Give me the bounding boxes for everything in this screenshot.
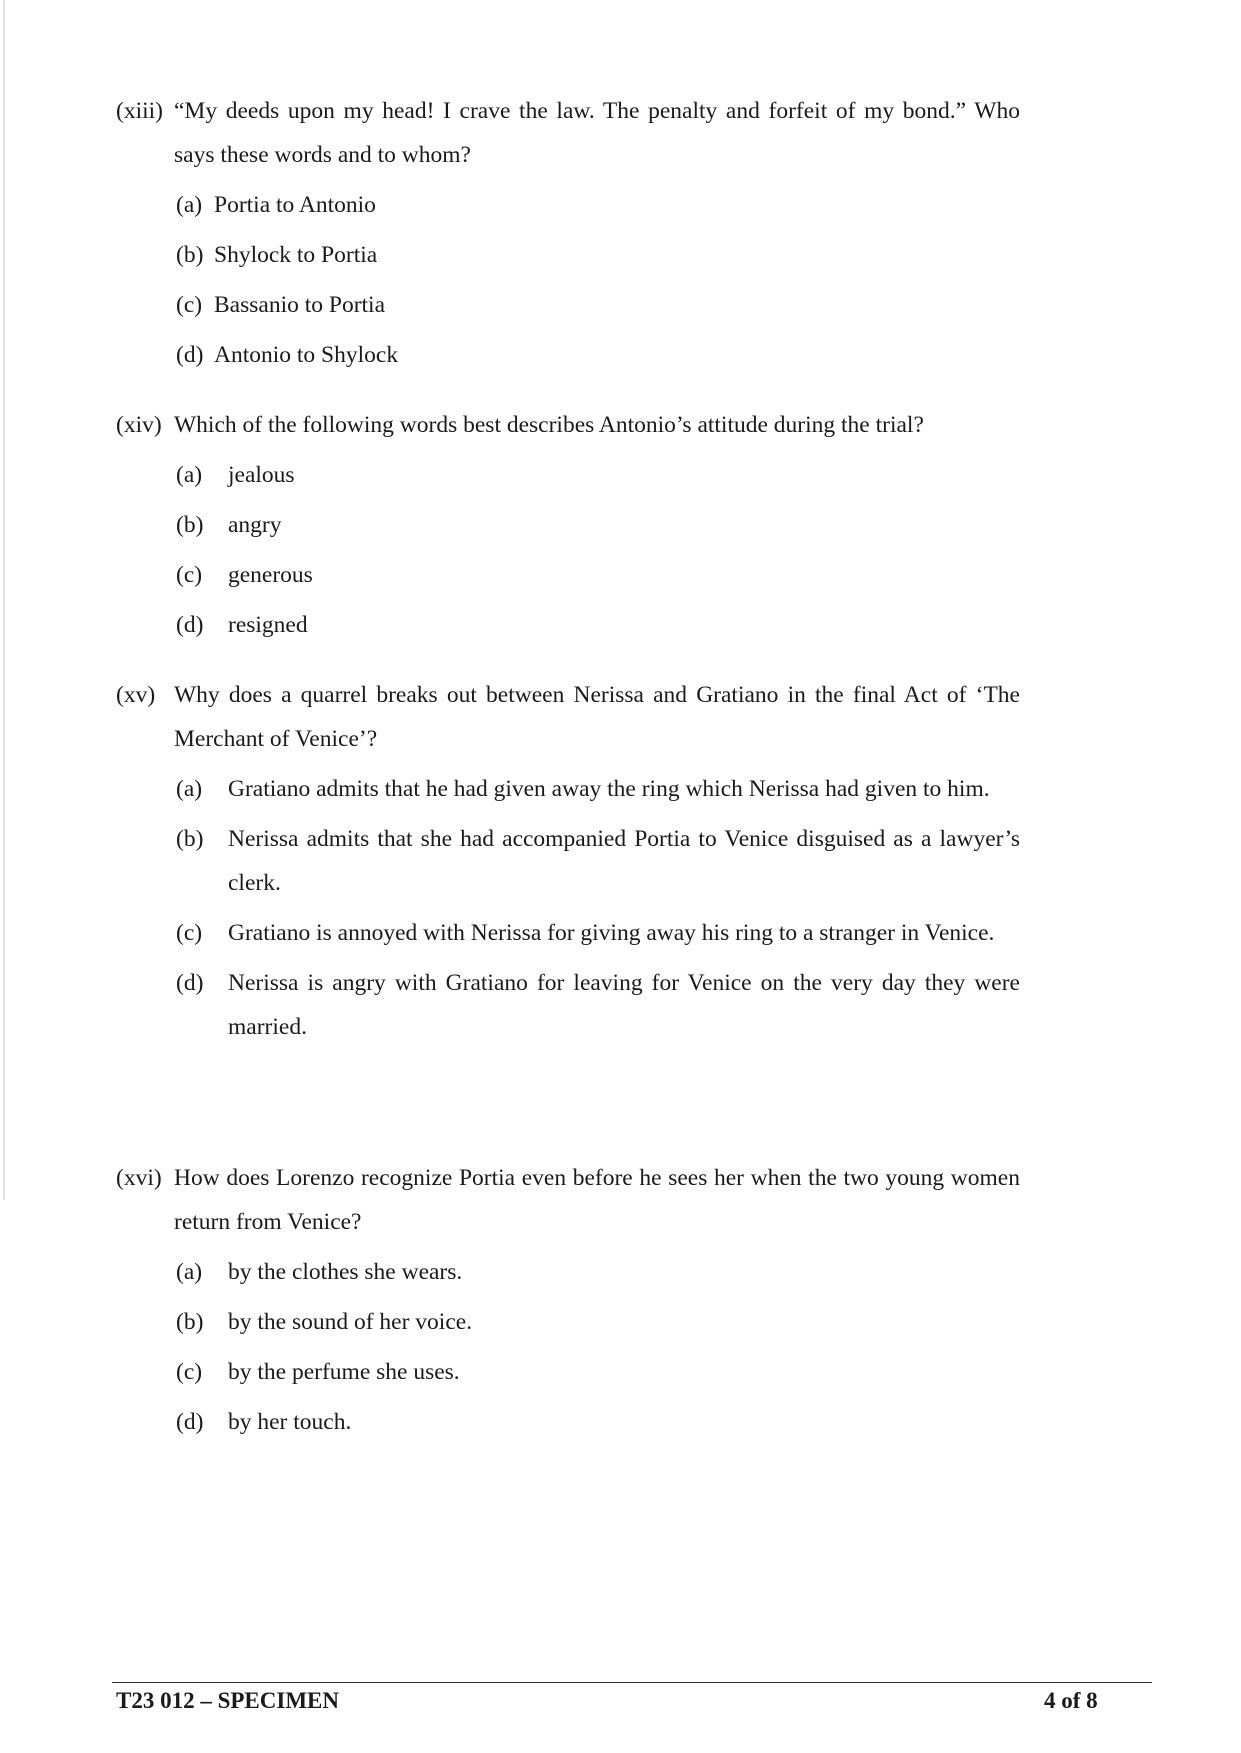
option-c	[116, 911, 1020, 955]
option-text: Nerissa admits that she had accompanied Portia to Venice disguised as a lawyer’s clerk.	[228, 826, 1020, 896]
page-margin-line	[3, 0, 5, 1200]
option-text: jealous	[228, 462, 295, 488]
options-list	[116, 453, 1020, 647]
options-list	[116, 767, 1020, 1049]
question-xiv	[116, 403, 1020, 653]
option-b	[116, 817, 1020, 905]
paper-code: T23 012 – SPECIMEN	[116, 1688, 339, 1713]
options-list	[116, 1250, 1020, 1444]
page-number: 4 of 8	[1044, 1688, 1098, 1713]
option-text: Nerissa is angry with Gratiano for leaving for Venice on the very day they were married.	[228, 970, 1020, 1040]
option-label: (b)	[176, 1309, 204, 1335]
option-c	[116, 283, 1020, 327]
question-xvi	[116, 1156, 1020, 1450]
question-number: (xiv)	[116, 412, 162, 438]
option-label: (d)	[176, 612, 204, 638]
option-text: generous	[228, 562, 313, 588]
option-b	[116, 503, 1020, 547]
option-text: Gratiano admits that he had given away the ring which Nerissa had given to him.	[228, 776, 990, 802]
option-label: (b)	[176, 826, 204, 852]
option-text: angry	[228, 512, 282, 538]
question-header	[116, 673, 1020, 761]
option-label: (a)	[176, 192, 203, 218]
option-a	[116, 1250, 1020, 1294]
option-text: Bassanio to Portia	[214, 292, 386, 318]
option-text: by the perfume she uses.	[228, 1359, 460, 1385]
option-d	[116, 603, 1020, 647]
option-c	[116, 1350, 1020, 1394]
question-text: “My deeds upon my head! I crave the law. The penalty and forfeit of my bond.” Who says these words and to whom?	[174, 98, 1020, 168]
question-text: Which of the following words best describes Antonio’s attitude during the trial?	[174, 412, 924, 438]
option-text: Gratiano is annoyed with Nerissa for giving away his ring to a stranger in Venice.	[228, 920, 995, 946]
option-label: (b)	[176, 512, 204, 538]
footer-divider	[112, 1682, 1152, 1683]
option-d	[116, 333, 1020, 377]
option-label: (d)	[176, 970, 204, 996]
option-d	[116, 961, 1020, 1049]
option-label: (c)	[176, 562, 203, 588]
question-number: (xv)	[116, 682, 156, 708]
option-text: by the sound of her voice.	[228, 1309, 473, 1335]
question-header	[116, 89, 1020, 177]
option-label: (d)	[176, 342, 204, 368]
option-b	[116, 233, 1020, 277]
option-text: Shylock to Portia	[214, 242, 378, 268]
option-a	[116, 767, 1020, 811]
option-label: (a)	[176, 1259, 203, 1285]
question-xiii	[116, 89, 1020, 383]
option-label: (c)	[176, 1359, 203, 1385]
question-number: (xvi)	[116, 1165, 162, 1191]
option-b	[116, 1300, 1020, 1344]
option-label: (a)	[176, 776, 203, 802]
option-text: by the clothes she wears.	[228, 1259, 463, 1285]
option-c	[116, 553, 1020, 597]
option-d	[116, 1400, 1020, 1444]
option-label: (d)	[176, 1409, 204, 1435]
option-text: by her touch.	[228, 1409, 352, 1435]
option-label: (c)	[176, 920, 203, 946]
question-header	[116, 403, 1020, 447]
question-xv	[116, 673, 1020, 1055]
option-text: Antonio to Shylock	[214, 342, 399, 368]
options-list	[116, 183, 1020, 377]
question-number: (xiii)	[116, 98, 163, 124]
question-text: Why does a quarrel breaks out between Nerissa and Gratiano in the final Act of ‘The Merchant of Venice’?	[174, 682, 1020, 752]
question-text: How does Lorenzo recognize Portia even before he sees her when the two young women return from Venice?	[174, 1165, 1020, 1235]
option-label: (c)	[176, 292, 203, 318]
option-text: Portia to Antonio	[214, 192, 376, 218]
option-label: (b)	[176, 242, 204, 268]
option-text: resigned	[228, 612, 308, 638]
question-header	[116, 1156, 1020, 1244]
option-a	[116, 453, 1020, 497]
option-a	[116, 183, 1020, 227]
option-label: (a)	[176, 462, 203, 488]
